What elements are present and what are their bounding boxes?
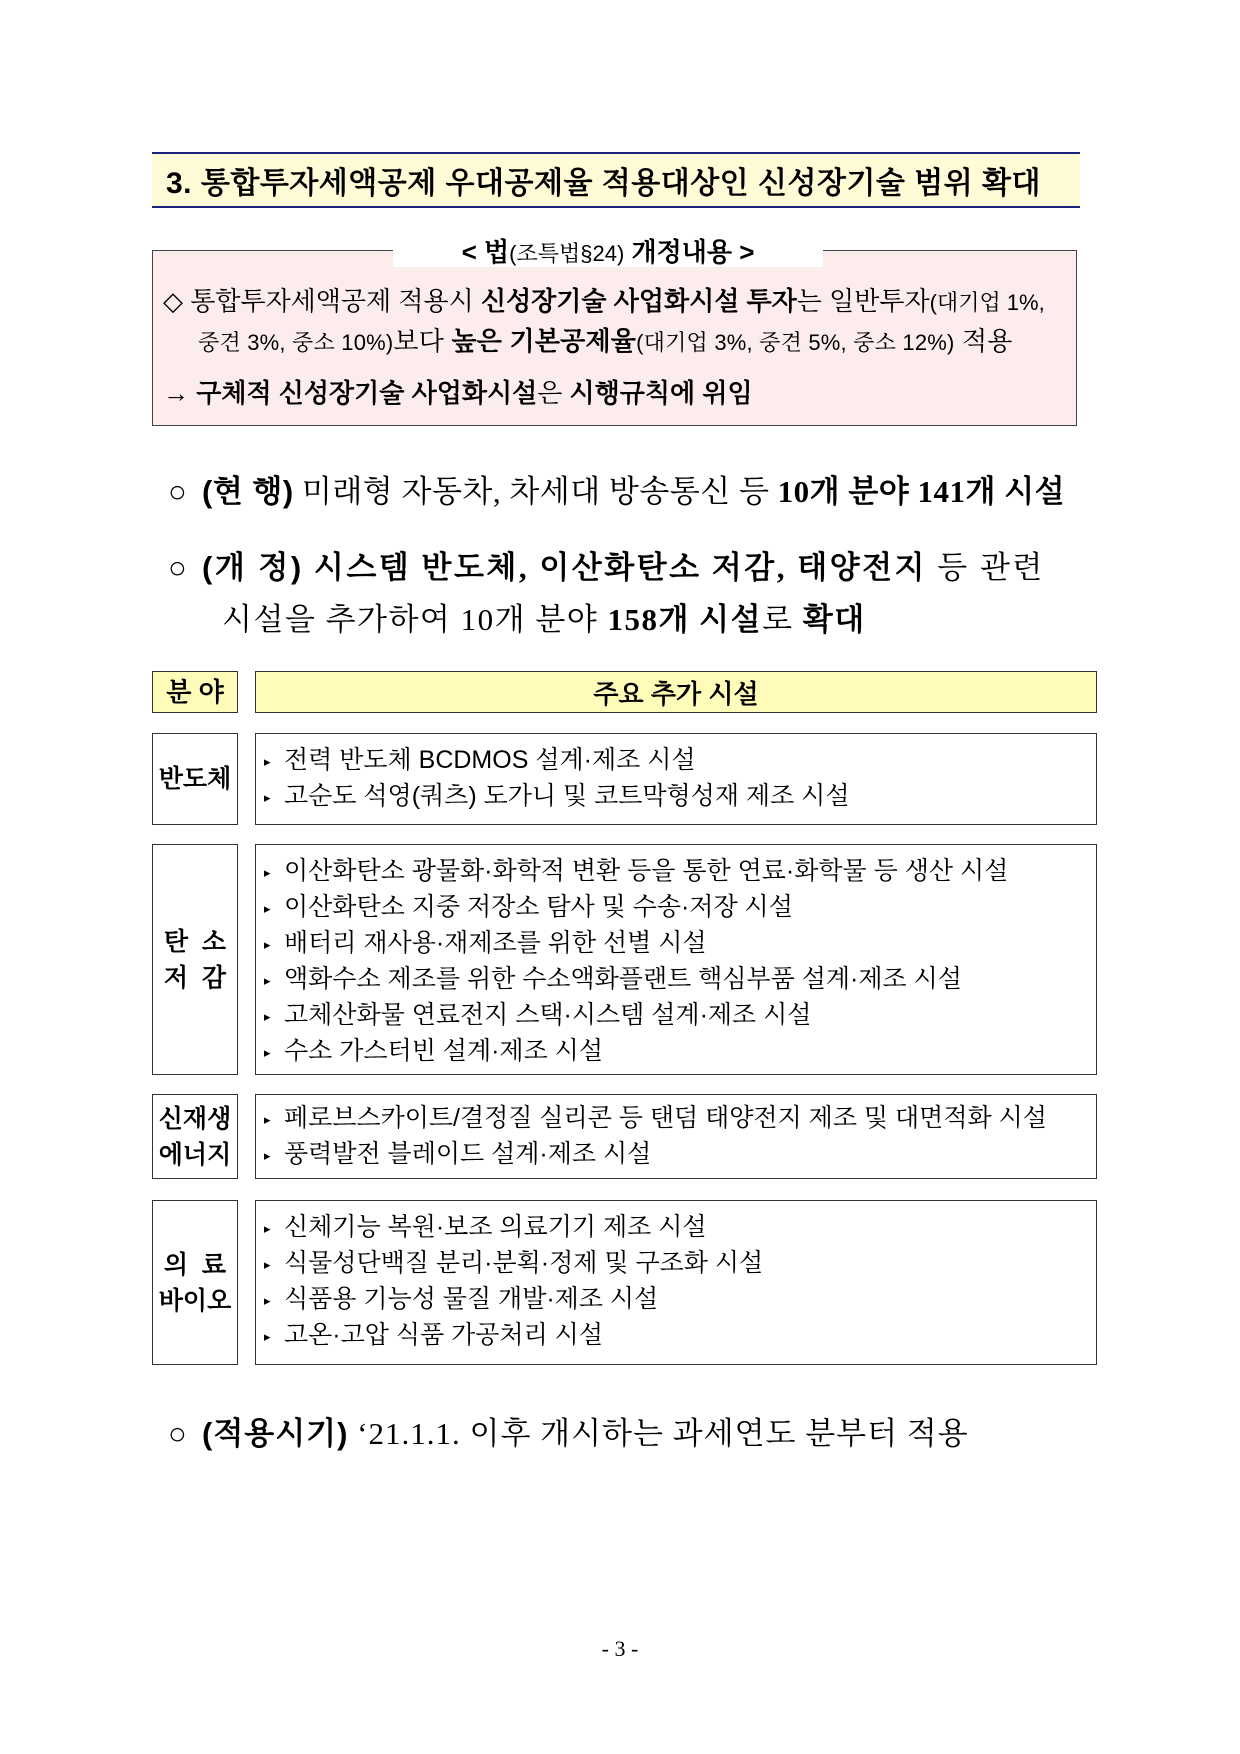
category-carbon-reduction: 탄 소 저 감 [152,844,238,1075]
law-line-2: 중견 3%, 중소 10%)보다 높은 기본공제율(대기업 3%, 중견 5%, 중소 12%) 적용 [198,326,1013,356]
bullet-triangle-icon: ▸ [264,1009,271,1024]
bullet-timing: ○ (적용시기) ‘21.1.1. 이후 개시하는 과세연도 분부터 적용 [168,1416,969,1451]
bullet-triangle-icon: ▸ [264,1148,271,1163]
items-medical-bio [255,1200,1097,1365]
bullet-triangle-icon: ▸ [264,754,271,769]
section-title: 3. 통합투자세액공제 우대공제율 적용대상인 신성장기술 범위 확대 [152,152,1080,208]
bullet-triangle-icon: ▸ [264,1329,271,1344]
category-renewable-energy: 신재생 에너지 [152,1094,238,1179]
list-item: ▸ 수소 가스터빈 설계·제조 시설 [264,1033,1096,1069]
category-semiconductor: 반도체 [152,733,238,825]
bullet-triangle-icon: ▸ [264,1221,271,1236]
bullet-triangle-icon: ▸ [264,865,271,880]
list-item: ▸ 이산화탄소 지중 저장소 탐사 및 수송·저장 시설 [264,889,1096,925]
bullet-revised: ○ (개 정) 시스템 반도체, 이산화탄소 저감, 태양전지 등 관련 [168,550,1045,585]
bullet-triangle-icon: ▸ [264,1045,271,1060]
list-item: ▸ 고체산화물 연료전지 스택·시스템 설계·제조 시설 [264,997,1096,1033]
bullet-triangle-icon: ▸ [264,901,271,916]
list-item: ▸ 액화수소 제조를 위한 수소액화플랜트 핵심부품 설계·제조 시설 [264,961,1096,997]
law-box-caption: < 법(조특법§24) 개정내용 > [393,237,823,267]
bullet-triangle-icon: ▸ [264,937,271,952]
list-item: ▸ 배터리 재사용·재제조를 위한 선별 시설 [264,925,1096,961]
table-header-category: 분 야 [152,671,238,713]
law-line-1: ◇ 통합투자세액공제 적용시 신성장기술 사업화시설 투자는 일반투자(대기업 1%, [163,286,1045,316]
bullet-triangle-icon: ▸ [264,1112,271,1127]
list-item: ▸ 고순도 석영(쿼츠) 도가니 및 코트막형성재 제조 시설 [264,778,1096,814]
list-item: ▸ 풍력발전 블레이드 설계·제조 시설 [264,1136,1096,1172]
bullet-current: ○ (현 행) 미래형 자동차, 차세대 방송통신 등 10개 분야 141개 시설 [168,474,1066,509]
table-header-items: 주요 추가 시설 [255,671,1097,713]
list-item: ▸ 식품용 기능성 물질 개발·제조 시설 [264,1281,1096,1317]
items-renewable-energy [255,1094,1097,1179]
page-number: - 3 - [601,1636,639,1661]
list-item: ▸ 이산화탄소 광물화·화학적 변환 등을 통한 연료·화학물 등 생산 시설 [264,853,1096,889]
bullet-triangle-icon: ▸ [264,1257,271,1272]
list-item: ▸ 페로브스카이트/결정질 실리콘 등 탠덤 태양전지 제조 및 대면적화 시설 [264,1100,1096,1136]
list-item: ▸ 고온·고압 식품 가공처리 시설 [264,1317,1096,1353]
list-item: ▸ 식물성단백질 분리·분획·정제 및 구조화 시설 [264,1245,1096,1281]
list-item: ▸ 전력 반도체 BCDMOS 설계·제조 시설 [264,742,1096,778]
list-item: ▸ 신체기능 복원·보조 의료기기 제조 시설 [264,1209,1096,1245]
bullet-revised-cont: 시설을 추가하여 10개 분야 158개 시설로 확대 [222,602,866,637]
category-medical-bio: 의 료 바이오 [152,1200,238,1365]
law-line-3: → 구체적 신성장기술 사업화시설은 시행규칙에 위임 [163,378,753,408]
bullet-triangle-icon: ▸ [264,790,271,805]
law-amendment-box [152,237,1077,426]
items-carbon-reduction [255,844,1097,1075]
bullet-triangle-icon: ▸ [264,973,271,988]
items-semiconductor [255,733,1097,825]
bullet-triangle-icon: ▸ [264,1293,271,1308]
